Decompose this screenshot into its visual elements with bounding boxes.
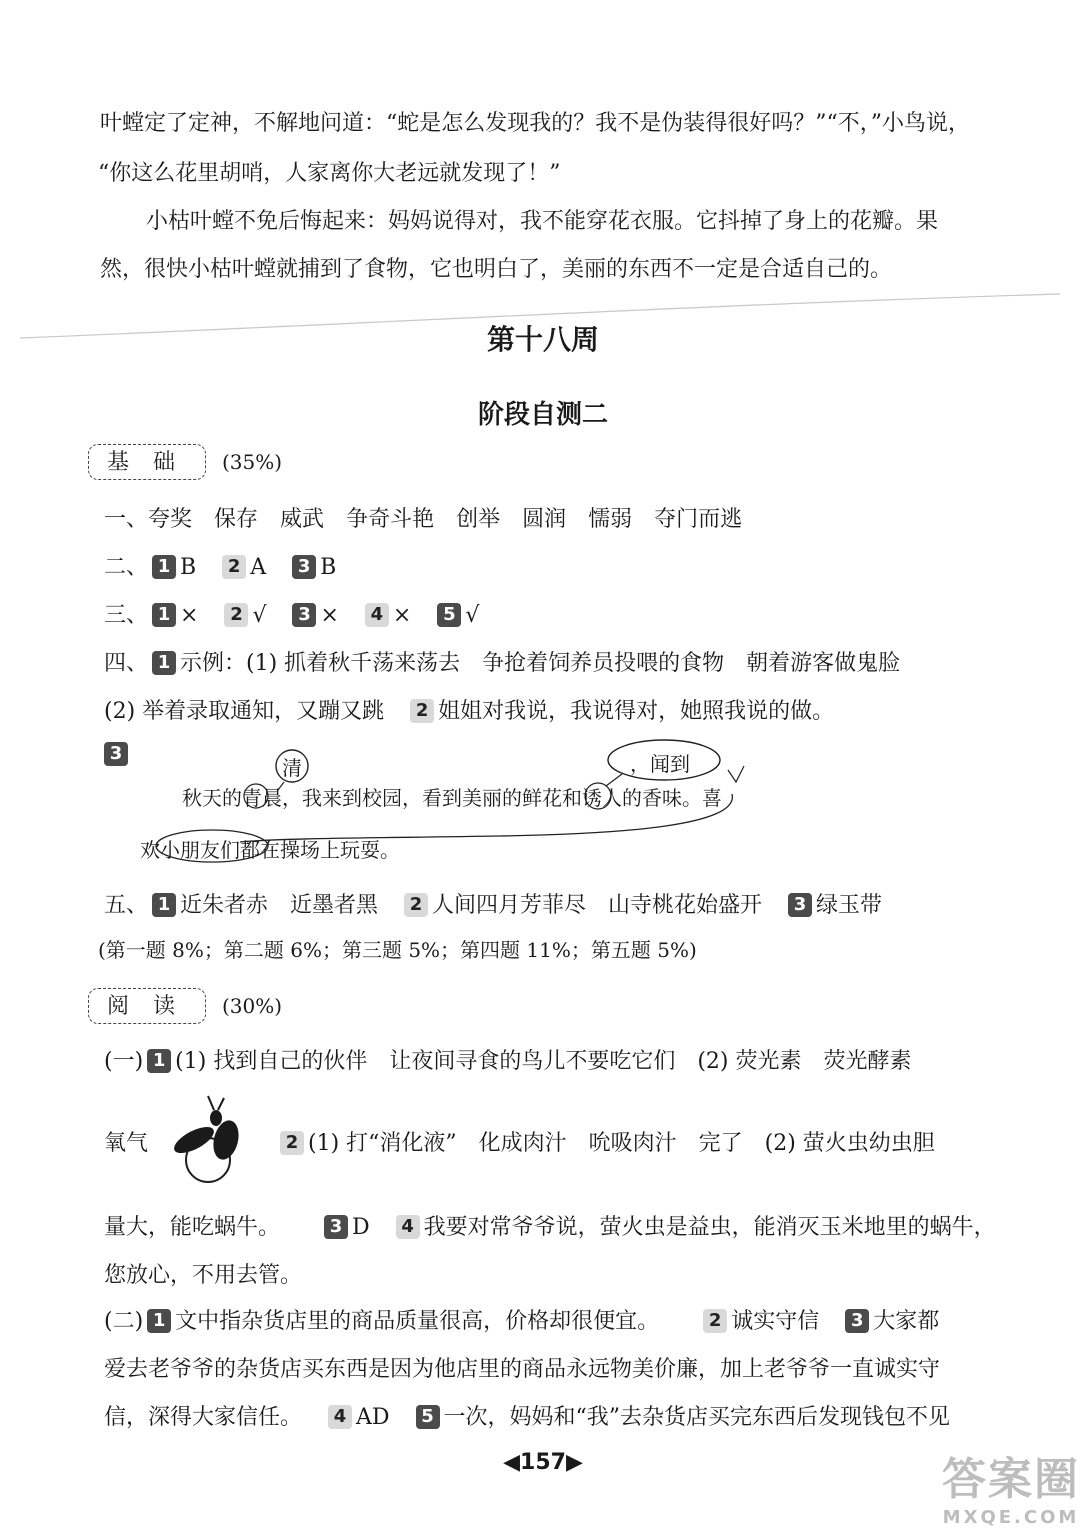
number-badge: 4	[328, 1405, 352, 1429]
edit-sentence-line1: 秋天的青晨，我来到校园，看到美丽的鲜花和诱人的香味。喜	[182, 786, 722, 810]
reading-1-line2	[104, 1126, 148, 1157]
number-badge: 3	[292, 555, 316, 579]
q1-word: 夺门而逃	[654, 507, 743, 532]
edit-mark-qing: 清	[282, 756, 302, 780]
page-number-text: 157	[520, 1450, 566, 1475]
number-badge: 1	[147, 1309, 171, 1333]
question-3	[104, 598, 479, 629]
section-reading-label: 阅读	[88, 988, 206, 1024]
week-heading: 第十八周	[486, 323, 599, 356]
section-basic-label: 基础	[88, 444, 206, 480]
question-2	[104, 550, 336, 581]
number-badge: 4	[396, 1215, 420, 1239]
q2-answer: A	[250, 555, 267, 580]
number-badge: 4	[365, 603, 389, 627]
q4-line1-text: 示例：(1) 抓着秋千荡来荡去 争抢着饲养员投喂的食物 朝着游客做鬼脸	[180, 651, 901, 676]
reading-1-line3	[104, 1210, 996, 1241]
q2-answer: B	[180, 555, 197, 580]
story-p1-line1: 叶螳定了定神，不解地问道：“蛇是怎么发现我的？我不是伪装得很好吗？”“不，”小鸟说，	[100, 111, 970, 136]
reading-1-line2b	[276, 1126, 935, 1157]
r2-answer-4: AD	[356, 1405, 390, 1430]
number-badge: 2	[224, 603, 248, 627]
number-badge: 5	[437, 603, 461, 627]
r2-answer-5: 一次，妈妈和“我”去杂货店买完东西后发现钱包不见	[443, 1405, 951, 1430]
r2-answer-2: 诚实守信	[731, 1309, 820, 1334]
score-note: (第一题 8%；第二题 6%；第三题 5%；第四题 11%；第五题 5%)	[98, 938, 697, 962]
number-badge: 3	[104, 742, 128, 766]
number-badge: 1	[152, 555, 176, 579]
q1-prefix: 一、	[104, 507, 149, 532]
r1-answer-1: (1) 找到自己的伙伴 让夜间寻食的鸟儿不要吃它们 (2) 荧光素 荧光酵素	[175, 1049, 912, 1074]
story-p1-line2: “你这么花里胡哨，人家离你大老远就发现了！”	[98, 161, 561, 186]
firefly-icon	[170, 1094, 254, 1186]
q1-word: 创举	[456, 507, 501, 532]
page-arrow-right-icon: ▶	[565, 1450, 583, 1475]
story-p2-line1: 小枯叶螳不免后悔起来：妈妈说得对，我不能穿花衣服。它抖掉了身上的花瓣。果	[146, 209, 939, 234]
page-number	[0, 1450, 1086, 1475]
number-badge: 1	[152, 893, 176, 917]
q4-line2-answer: 姐姐对我说，我说得对，她照我说的做。	[438, 699, 835, 724]
q1-word: 威武	[280, 507, 325, 532]
q2-answer: B	[320, 555, 337, 580]
reading-2-line2: 爱去老爷爷的杂货店买东西是因为他店里的商品永远物美价廉，加上老爷爷一直诚实守	[104, 1357, 941, 1382]
q1-word: 圆润	[522, 507, 567, 532]
q5-answer-1: 近朱者赤 近墨者黑	[180, 893, 379, 918]
q3-answer: ×	[320, 603, 339, 628]
watermark-logo	[942, 1443, 1080, 1528]
q3-answer: √	[465, 603, 480, 628]
number-badge: 1	[152, 651, 176, 675]
q1-word: 争奇斗艳	[346, 507, 435, 532]
q1-word: 夸奖	[148, 507, 193, 532]
question-4-line1	[104, 646, 900, 677]
r1-answer-3: D	[352, 1215, 370, 1240]
q1-word: 保存	[214, 507, 259, 532]
q3-prefix: 三、	[104, 603, 149, 628]
reading-1-line4: 您放心，不用去管。	[104, 1263, 303, 1288]
q3-answer: ×	[392, 603, 412, 628]
r1-answer-2b: 量大，能吃蜗牛。	[104, 1215, 281, 1240]
q4-line2-text: (2) 举着录取通知，又蹦又跳	[104, 699, 385, 724]
watermark-small: MXQE.COM	[942, 1507, 1080, 1528]
r2-answer-1: 文中指杂货店里的商品质量很高，价格却很便宜。	[175, 1309, 660, 1334]
number-badge: 3	[324, 1215, 348, 1239]
q2-prefix: 二、	[104, 555, 149, 580]
q1-word: 懦弱	[588, 507, 633, 532]
edit-mark-wendao: ，闻到	[630, 752, 690, 776]
number-badge: 2	[404, 893, 428, 917]
r1-prefix: (一)	[104, 1049, 144, 1074]
reading-1-line1	[104, 1044, 912, 1075]
number-badge: 2	[410, 699, 434, 723]
question-5	[104, 888, 882, 919]
number-badge: 2	[703, 1309, 727, 1333]
q3-answer: √	[252, 603, 267, 628]
number-badge: 2	[222, 555, 246, 579]
reading-2-line3	[104, 1400, 950, 1431]
number-badge: 1	[152, 603, 176, 627]
r1-answer-2: (1) 打“消化液” 化成肉汁 吮吸肉汁 完了 (2) 萤火虫幼虫胆	[308, 1131, 935, 1156]
q5-prefix: 五、	[104, 893, 149, 918]
r2-answer-3c: 信，深得大家信任。	[104, 1405, 303, 1430]
number-badge: 3	[845, 1309, 869, 1333]
page-arrow-left-icon: ◀	[503, 1450, 521, 1475]
q3-answer: ×	[180, 603, 199, 628]
number-badge: 3	[788, 893, 812, 917]
r2-answer-3: 大家都	[873, 1309, 940, 1334]
q4-prefix: 四、	[104, 651, 149, 676]
q5-answer-3: 绿玉带	[816, 893, 883, 918]
r1-answer-1b: 氧气	[104, 1131, 149, 1156]
number-badge: 2	[280, 1131, 304, 1155]
r2-prefix: (二)	[104, 1309, 144, 1334]
question-1	[104, 502, 742, 533]
test-heading: 阶段自测二	[477, 400, 608, 430]
section-reading-percent: (30%)	[222, 994, 283, 1018]
q5-answer-2: 人间四月芳菲尽 山寺桃花始盛开	[432, 893, 763, 918]
number-badge: 1	[147, 1049, 171, 1073]
number-badge: 5	[416, 1405, 440, 1429]
reading-2-line1	[104, 1304, 939, 1335]
story-p2-line2: 然，很快小枯叶螳就捕到了食物，它也明白了，美丽的东西不一定是合适自己的。	[100, 257, 893, 282]
watermark-big: 答案圈	[942, 1454, 1080, 1505]
edit-sentence-line2: 欢小朋友们都在操场上玩耍。	[140, 838, 400, 862]
question-4-line2	[104, 694, 834, 725]
r1-answer-4: 我要对常爷爷说，萤火虫是益虫，能消灭玉米地里的蜗牛，	[423, 1215, 996, 1240]
section-basic-percent: (35%)	[222, 450, 283, 474]
number-badge: 3	[292, 603, 316, 627]
